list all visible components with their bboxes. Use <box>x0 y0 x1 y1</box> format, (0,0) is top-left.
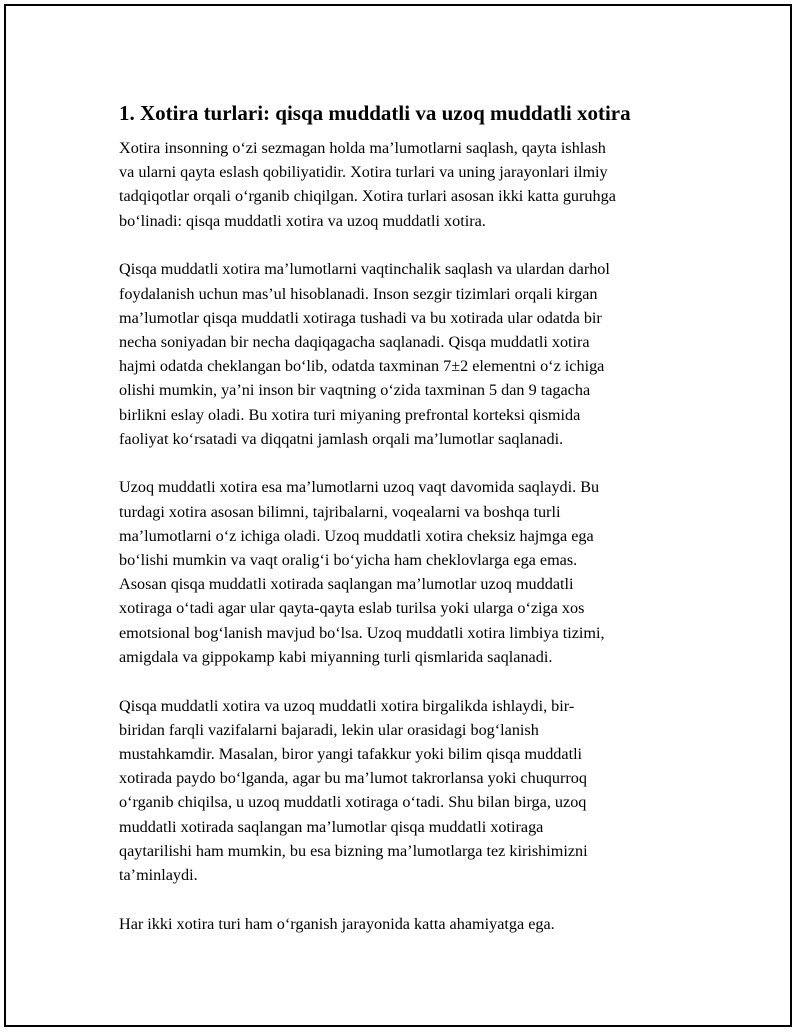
text-line: amigdala va gippokamp kabi miyanning turli qismlarida saqlanadi. <box>119 647 553 666</box>
text-line: olishi mumkin, ya’ni inson bir vaqtning o‘zida taxminan 5 dan 9 tagacha <box>119 381 591 400</box>
text-line: bo‘lishi mumkin va vaqt oralig‘i bo‘yicha ham cheklovlarga ega emas. <box>119 551 578 570</box>
paragraph-short-term-memory <box>119 257 679 451</box>
text-line: xotirada paydo bo‘lganda, agar bu ma’lumot takrorlansa yoki chuqurroq <box>119 769 587 788</box>
paragraph-interaction <box>119 694 679 888</box>
text-line: xotiraga o‘tadi agar ular qayta-qayta eslab turilsa yoki ularga o‘ziga xos <box>119 599 585 618</box>
text-line: birlikni eslay oladi. Bu xotira turi miyaning prefrontal korteksi qismida <box>119 405 581 424</box>
text-line: Qisqa muddatli xotira ma’lumotlarni vaqtinchalik saqlash va ulardan darhol <box>119 260 610 279</box>
text-line: turdagi xotira asosan bilimni, tajribalarni, voqealarni va boshqa turli <box>119 502 561 521</box>
section-heading: 1. Xotira turlari: qisqa muddatli va uzoq muddatli xotira <box>119 101 631 125</box>
text-line: Har ikki xotira turi ham o‘rganish jarayonida katta ahamiyatga ega. <box>119 914 555 933</box>
text-line: Qisqa muddatli xotira va uzoq muddatli xotira birgalikda ishlaydi, bir- <box>119 696 575 715</box>
text-line: Xotira insonning o‘zi sezmagan holda ma’lumotlarni saqlash, qayta ishlash <box>119 139 606 157</box>
page-border <box>4 4 792 1027</box>
text-line: o‘rganib chiqilsa, u uzoq muddatli xotiraga o‘tadi. Shu bilan birga, uzoq <box>119 793 587 812</box>
text-line: muddatli xotirada saqlangan ma’lumotlar qisqa muddatli xotiraga <box>119 817 544 836</box>
text-line: faoliyat ko‘rsatadi va diqqatni jamlash orqali ma’lumotlar saqlanadi. <box>119 429 564 448</box>
text-line: tadqiqotlar orqali o‘rganib chiqilgan. Xotira turlari asosan ikki katta guruhga <box>119 187 616 206</box>
text-line: necha soniyadan bir necha daqiqagacha saqlanadi. Qisqa muddatli xotira <box>119 332 590 351</box>
text-line: Uzoq muddatli xotira esa ma’lumotlarni uzoq vaqt davomida saqlaydi. Bu <box>119 478 600 497</box>
text-line: hajmi odatda cheklangan bo‘lib, odatda taxminan 7±2 elementni o‘z ichiga <box>119 357 605 376</box>
text-line: ma’lumotlar qisqa muddatli xotiraga tushadi va bu xotirada ular odatda bir <box>119 308 602 327</box>
text-line: emotsional bog‘lanish mavjud bo‘lsa. Uzoq muddatli xotira limbiya tizimi, <box>119 623 605 642</box>
paragraph-long-term-memory <box>119 475 679 669</box>
paragraph-conclusion <box>119 912 679 936</box>
text-line: biridan farqli vazifalarni bajaradi, lekin ular orasidagi bog‘lanish <box>119 720 539 739</box>
text-line: ma’lumotlarni o‘z ichiga oladi. Uzoq muddatli xotira cheksiz hajmga ega <box>119 526 594 545</box>
text-line: Asosan qisqa muddatli xotirada saqlangan ma’lumotlar uzoq muddatli <box>119 575 574 594</box>
text-line: mustahkamdir. Masalan, biror yangi tafakkur yoki bilim qisqa muddatli <box>119 744 583 763</box>
document-body <box>119 100 679 960</box>
text-line: ta’minlaydi. <box>119 865 198 884</box>
text-line: bo‘linadi: qisqa muddatli xotira va uzoq muddatli xotira. <box>119 211 486 230</box>
text-line: va ularni qayta eslash qobiliyatidir. Xotira turlari va uning jarayonlari ilmiy <box>119 163 608 182</box>
text-line: foydalanish uchun mas’ul hisoblanadi. Inson sezgir tizimlari orqali kirgan <box>119 284 598 303</box>
text-line: qaytarilishi ham mumkin, bu esa bizning ma’lumotlarga tez kirishimizni <box>119 841 588 860</box>
paragraph-intro <box>119 136 679 233</box>
